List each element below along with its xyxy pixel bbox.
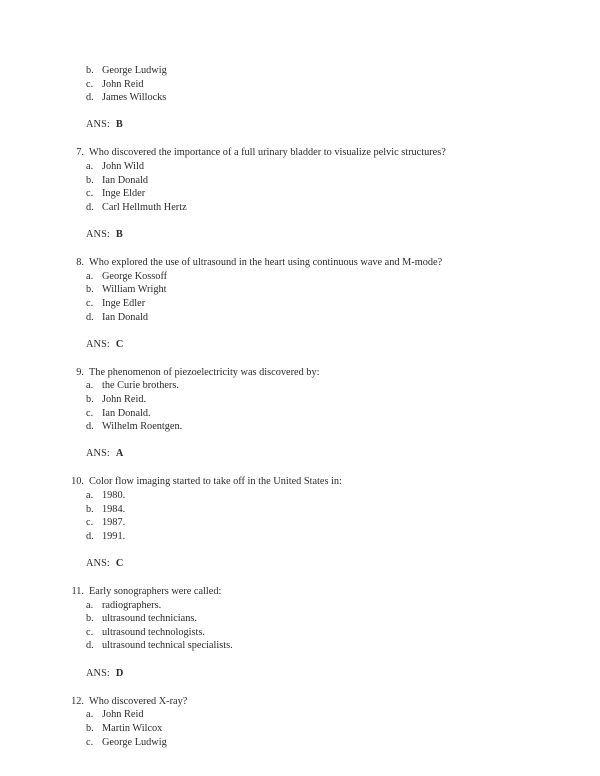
option-list: [62, 160, 532, 214]
answer-row: [62, 557, 532, 571]
question-block: [62, 695, 532, 749]
option-letter: b.: [86, 503, 94, 515]
option-text: 1984.: [102, 503, 126, 515]
option-item: [62, 420, 532, 434]
question-text: The phenomenon of piezoelectricity was discovered by:: [89, 366, 320, 378]
option-text: Ian Donald.: [102, 407, 151, 419]
option-letter: c.: [86, 736, 94, 748]
option-item: [62, 393, 532, 407]
option-text: William Wright: [102, 284, 167, 296]
option-text: George Ludwig: [102, 736, 167, 748]
option-letter: a.: [86, 490, 94, 502]
option-item: [62, 722, 532, 736]
option-text: the Curie brothers.: [102, 380, 179, 392]
option-item: [62, 160, 532, 174]
option-item: [62, 174, 532, 188]
option-text: Carl Hellmuth Hertz: [102, 201, 187, 213]
option-letter: c.: [86, 297, 94, 309]
option-text: George Kossoff: [102, 270, 168, 282]
option-item: [62, 736, 532, 750]
option-list: [62, 379, 532, 433]
option-letter: b.: [86, 65, 94, 76]
option-item: [62, 503, 532, 517]
option-text: John Reid: [102, 78, 144, 90]
option-letter: d.: [86, 530, 94, 542]
option-text: ultrasound technologists.: [102, 626, 205, 638]
answer-label: ANS:: [86, 558, 110, 569]
question-number: 7.: [76, 147, 84, 159]
option-letter: d.: [86, 201, 94, 213]
option-list: [62, 708, 532, 749]
option-item: [62, 78, 532, 92]
question-text: Early sonographers were called:: [89, 586, 222, 598]
question-row: [62, 695, 532, 709]
option-letter: d.: [86, 421, 94, 433]
option-text: 1991.: [102, 530, 126, 542]
option-letter: b.: [86, 174, 94, 186]
option-text: John Reid: [102, 709, 144, 721]
option-letter: d.: [86, 92, 94, 104]
question-row: [62, 146, 532, 160]
option-text: John Reid.: [102, 393, 147, 405]
option-letter: a.: [86, 270, 94, 282]
option-item: [62, 201, 532, 215]
option-letter: b.: [86, 393, 94, 405]
option-letter: d.: [86, 640, 94, 652]
option-item: [62, 626, 532, 640]
answer-row: [62, 667, 532, 681]
option-text: George Ludwig: [102, 65, 167, 76]
answer-label: ANS:: [86, 667, 110, 679]
answer-label: ANS:: [86, 119, 110, 131]
orphan-option-block: [62, 64, 532, 132]
option-item: [62, 283, 532, 297]
option-item: [62, 407, 532, 421]
option-letter: b.: [86, 613, 94, 625]
question-block: [62, 366, 532, 461]
question-row: [62, 366, 532, 380]
option-list: [62, 64, 532, 105]
question-row: [62, 256, 532, 270]
option-text: ultrasound technical specialists.: [102, 640, 233, 652]
option-text: 1980.: [102, 490, 126, 502]
option-letter: c.: [86, 407, 94, 419]
answer-value: C: [115, 558, 124, 569]
answer-label: ANS:: [86, 338, 110, 350]
question-block: [62, 146, 532, 241]
option-item: [62, 64, 532, 78]
answer-row: [62, 118, 532, 132]
option-text: 1987.: [102, 517, 126, 529]
option-item: [62, 379, 532, 393]
question-row: [62, 475, 532, 489]
option-text: John Wild: [102, 161, 145, 173]
question-block: [62, 256, 532, 351]
option-item: [62, 612, 532, 626]
option-letter: c.: [86, 626, 94, 638]
answer-value: B: [115, 119, 123, 131]
answer-row: [62, 338, 532, 352]
option-letter: d.: [86, 311, 94, 323]
answer-value: C: [115, 338, 124, 350]
question-row: [62, 585, 532, 599]
answer-row: [62, 228, 532, 242]
option-item: [62, 489, 532, 503]
question-text: Who discovered X-ray?: [89, 695, 188, 707]
option-letter: c.: [86, 188, 94, 200]
option-text: ultrasound technicians.: [102, 613, 197, 625]
answer-label: ANS:: [86, 229, 110, 241]
question-block: [62, 585, 532, 680]
option-text: Martin Wilcox: [102, 722, 163, 734]
option-letter: b.: [86, 284, 94, 296]
option-list: [62, 270, 532, 324]
option-text: Ian Donald: [102, 174, 149, 186]
document-body: [62, 64, 532, 749]
option-text: Inge Elder: [102, 188, 146, 200]
option-item: [62, 516, 532, 530]
option-letter: a.: [86, 380, 94, 392]
answer-row: [62, 447, 532, 461]
question-text: Who explored the use of ultrasound in the heart using continuous wave and M-mode?: [89, 257, 443, 269]
option-letter: a.: [86, 161, 94, 173]
option-item: [62, 599, 532, 613]
answer-label: ANS:: [86, 448, 110, 460]
option-text: Wilhelm Roentgen.: [102, 421, 183, 433]
option-text: Inge Edler: [102, 297, 146, 309]
answer-value: B: [115, 229, 123, 241]
answer-value: D: [115, 667, 124, 679]
question-number: 11.: [71, 586, 84, 598]
question-text: Color flow imaging started to take off in the United States in:: [89, 476, 342, 488]
option-item: [62, 297, 532, 311]
option-text: James Willocks: [102, 92, 167, 104]
option-letter: a.: [86, 599, 94, 611]
question-number: 9.: [76, 366, 84, 378]
option-item: [62, 311, 532, 325]
option-item: [62, 708, 532, 722]
option-letter: c.: [86, 517, 94, 529]
option-letter: a.: [86, 709, 94, 721]
option-letter: c.: [86, 78, 94, 90]
question-block: [62, 475, 532, 570]
option-list: [62, 599, 532, 653]
answer-value: A: [115, 448, 124, 460]
question-number: 8.: [76, 257, 84, 269]
option-item: [62, 270, 532, 284]
option-text: radiographers.: [102, 599, 162, 611]
option-item: [62, 530, 532, 544]
option-item: [62, 639, 532, 653]
option-item: [62, 91, 532, 105]
question-text: Who discovered the importance of a full urinary bladder to visualize pelvic structures?: [89, 147, 446, 159]
option-item: [62, 187, 532, 201]
option-letter: b.: [86, 722, 94, 734]
option-text: Ian Donald: [102, 311, 149, 323]
question-number: 10.: [71, 476, 84, 488]
question-number: 12.: [71, 695, 84, 707]
option-list: [62, 489, 532, 543]
